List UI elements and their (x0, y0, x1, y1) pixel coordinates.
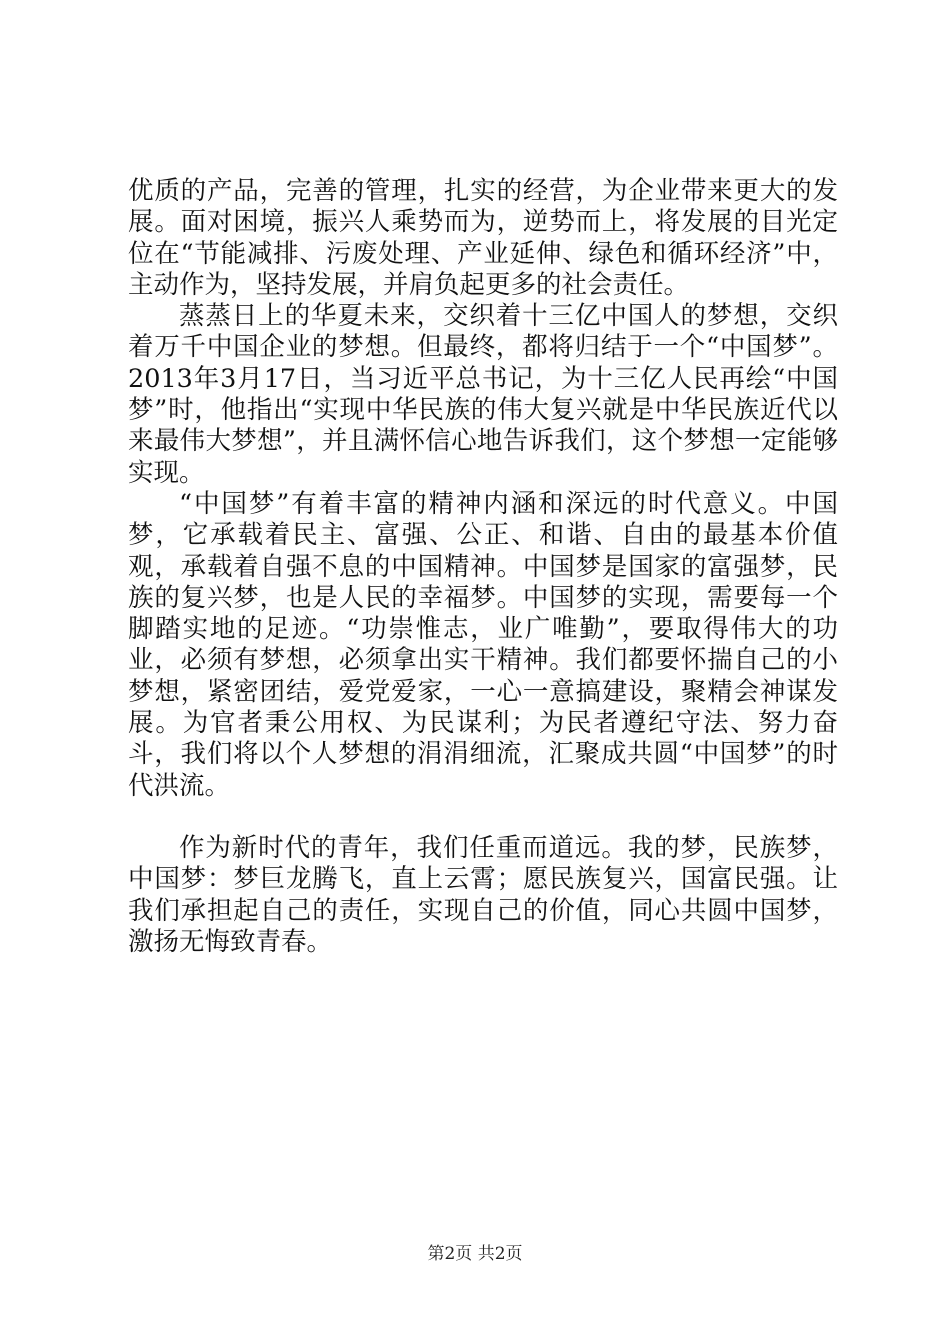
paragraph-spacer (128, 802, 838, 833)
document-body (128, 176, 838, 958)
page-footer: 第2页 共2页 (427, 1244, 523, 1264)
paragraph-3: “中国梦”有着丰富的精神内涵和深远的时代意义。中国梦，它承载着民主、富强、公正、和谐、自由的最基本价值观，承载着自强不息的中国精神。中国梦是国家的富强梦，民族的复兴梦，也是人民的幸福梦。中国梦的实现，需要每一个脚踏实地的足迹。“功崇惟志，业广唯勤”，要取得伟大的功业，必须有梦想，必须拿出实干精神。我们都要怀揣自己的小梦想，紧密团结，爱党爱家，一心一意搞建设，聚精会神谋发展。为官者秉公用权、为民谋利；为民者遵纪守法、努力奋斗，我们将以个人梦想的涓涓细流，汇聚成共圆“中国梦”的时代洪流。 (128, 488, 838, 801)
paragraph-2: 蒸蒸日上的华夏未来，交织着十三亿中国人的梦想，交织着万千中国企业的梦想。但最终，都将归结于一个“中国梦”。2013年3月17日，当习近平总书记，为十三亿人民再绘“中国梦”时，他指出“实现中华民族的伟大复兴就是中华民族近代以来最伟大梦想”，并且满怀信心地告诉我们，这个梦想一定能够实现。 (128, 301, 838, 488)
paragraph-4: 作为新时代的青年，我们任重而道远。我的梦，民族梦，中国梦：梦巨龙腾飞，直上云霄；愿民族复兴，国富民强。让我们承担起自己的责任，实现自己的价值，同心共圆中国梦，激扬无悔致青春。 (128, 832, 838, 957)
paragraph-1: 优质的产品，完善的管理，扎实的经营，为企业带来更大的发展。面对困境，振兴人乘势而为，逆势而上，将发展的目光定位在“节能减排、污废处理、产业延伸、绿色和循环经济”中，主动作为，坚持发展，并肩负起更多的社会责任。 (128, 176, 838, 300)
